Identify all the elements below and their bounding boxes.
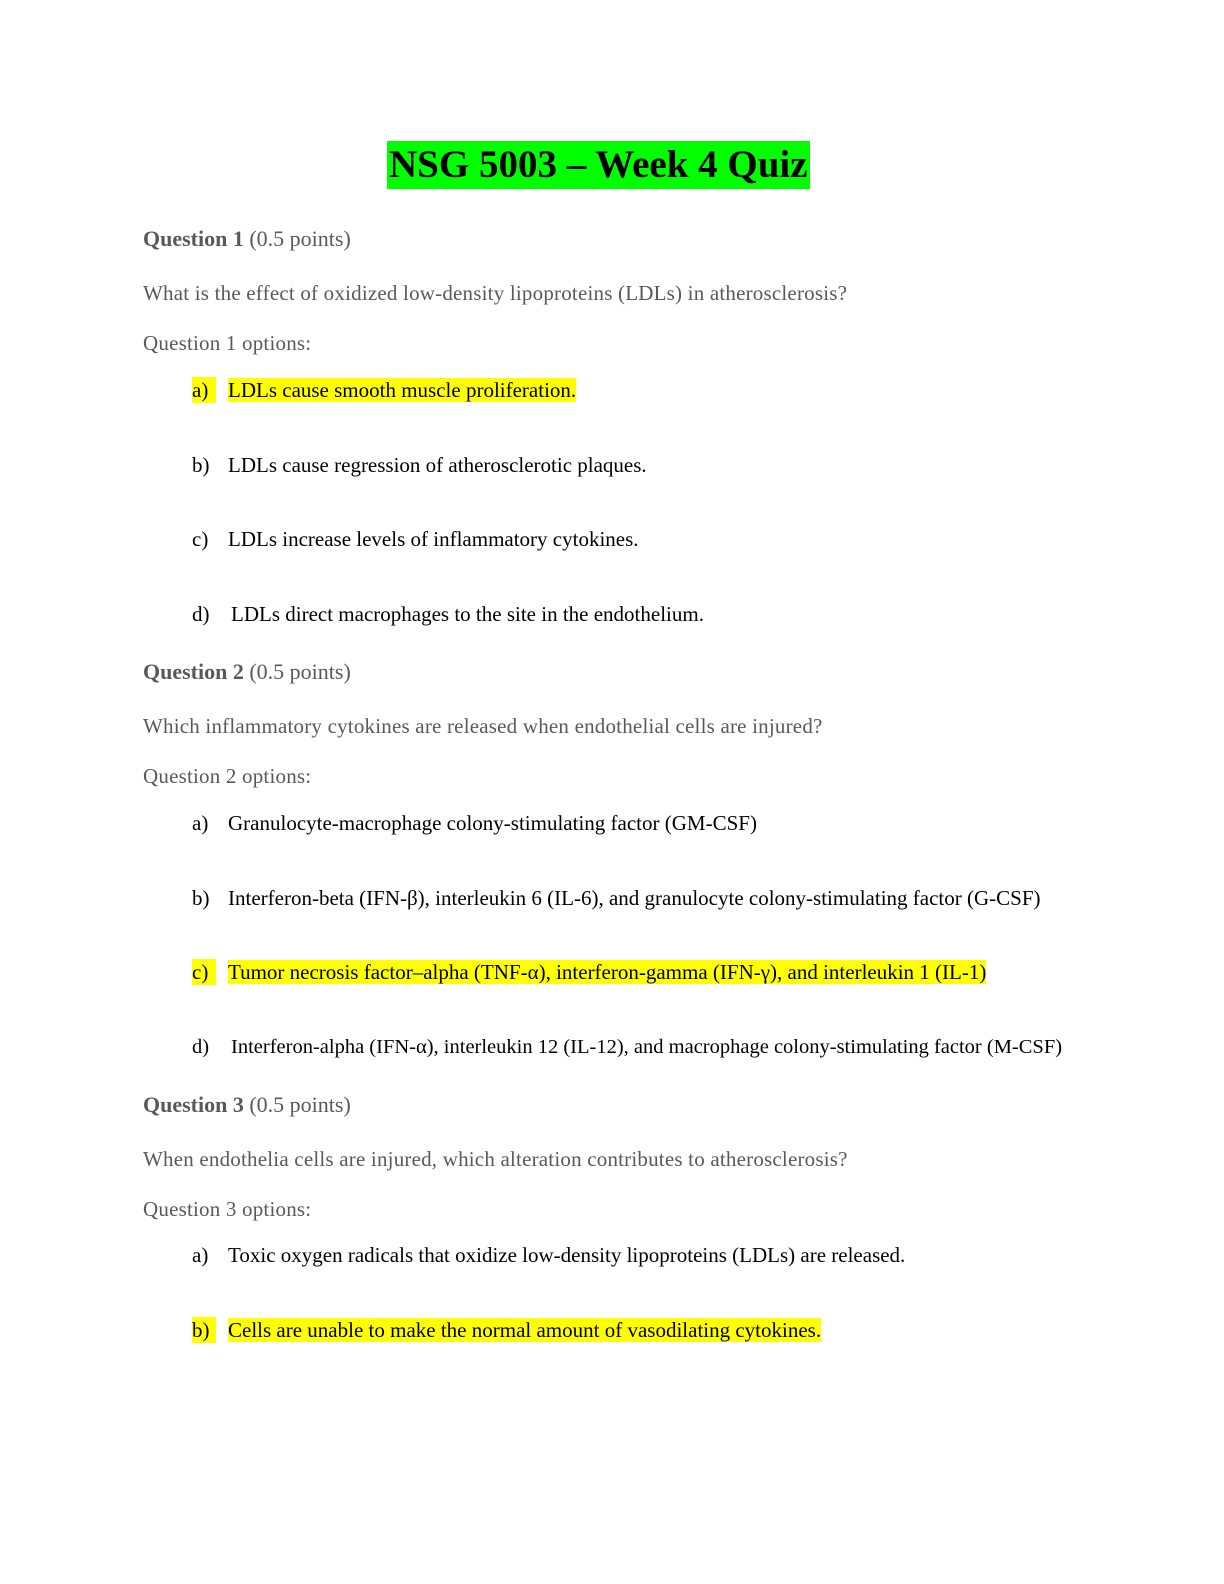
question-3-option-b[interactable] [192,1317,821,1343]
question-2-heading [143,659,351,685]
question-3-option-a[interactable] [192,1242,905,1268]
option-letter: a) [192,811,209,835]
question-label: Question 2 [143,659,244,684]
question-1-text: What is the effect of oxidized low-density lipoproteins (LDLs) in atherosclerosis? [143,281,848,305]
option-letter: b) [192,1317,216,1343]
option-letter: b) [192,453,210,477]
option-letter: a) [192,1243,209,1267]
question-2-option-c[interactable] [192,959,986,985]
question-1-heading [143,226,351,252]
option-letter: b) [192,886,210,910]
question-2-options-label: Question 2 options: [143,764,312,788]
question-1-option-a[interactable] [192,377,576,403]
option-text: Interferon-beta (IFN-β), interleukin 6 (IL-6), and granulocyte colony-stimulating factor (G-CSF) [228,886,1041,910]
option-letter: c) [192,527,209,551]
option-text: Interferon-alpha (IFN-α), interleukin 12 (IL-12), and macrophage colony-stimulating factor (M-CSF) [231,1036,1063,1058]
option-text: Cells are unable to make the normal amount of vasodilating cytokines. [228,1318,822,1342]
option-text: Tumor necrosis factor–alpha (TNF-α), interferon-gamma (IFN-γ), and interleukin 1 (IL-1) [228,960,987,984]
question-2-option-b[interactable] [192,885,1041,911]
option-text: LDLs direct macrophages to the site in the endothelium. [231,602,704,626]
option-letter: d) [192,602,210,626]
question-2-text: Which inflammatory cytokines are released when endothelial cells are injured? [143,714,823,738]
page-title: NSG 5003 – Week 4 Quiz [387,141,810,189]
question-points: (0.5 points) [249,1092,351,1117]
question-points: (0.5 points) [249,226,351,251]
option-text: LDLs cause regression of atherosclerotic plaques. [228,453,647,477]
option-letter: c) [192,959,216,985]
question-1-options-label: Question 1 options: [143,331,312,355]
question-2-option-a[interactable] [192,810,757,836]
question-1-option-c[interactable] [192,526,639,552]
question-3-heading [143,1092,351,1118]
option-letter: a) [192,377,216,403]
question-1-option-b[interactable] [192,452,647,478]
question-label: Question 3 [143,1092,244,1117]
option-text: Granulocyte-macrophage colony-stimulating factor (GM-CSF) [228,811,757,835]
option-text: Toxic oxygen radicals that oxidize low-density lipoproteins (LDLs) are released. [228,1243,906,1267]
option-letter: d) [192,1036,210,1058]
question-3-options-label: Question 3 options: [143,1197,312,1221]
question-3-text: When endothelia cells are injured, which alteration contributes to atherosclerosis? [143,1147,848,1171]
question-label: Question 1 [143,226,244,251]
option-text: LDLs cause smooth muscle proliferation. [228,378,577,402]
question-1-option-d[interactable] [192,601,704,627]
question-2-option-d[interactable] [192,1034,1062,1060]
question-points: (0.5 points) [249,659,351,684]
option-text: LDLs increase levels of inflammatory cytokines. [228,527,639,551]
